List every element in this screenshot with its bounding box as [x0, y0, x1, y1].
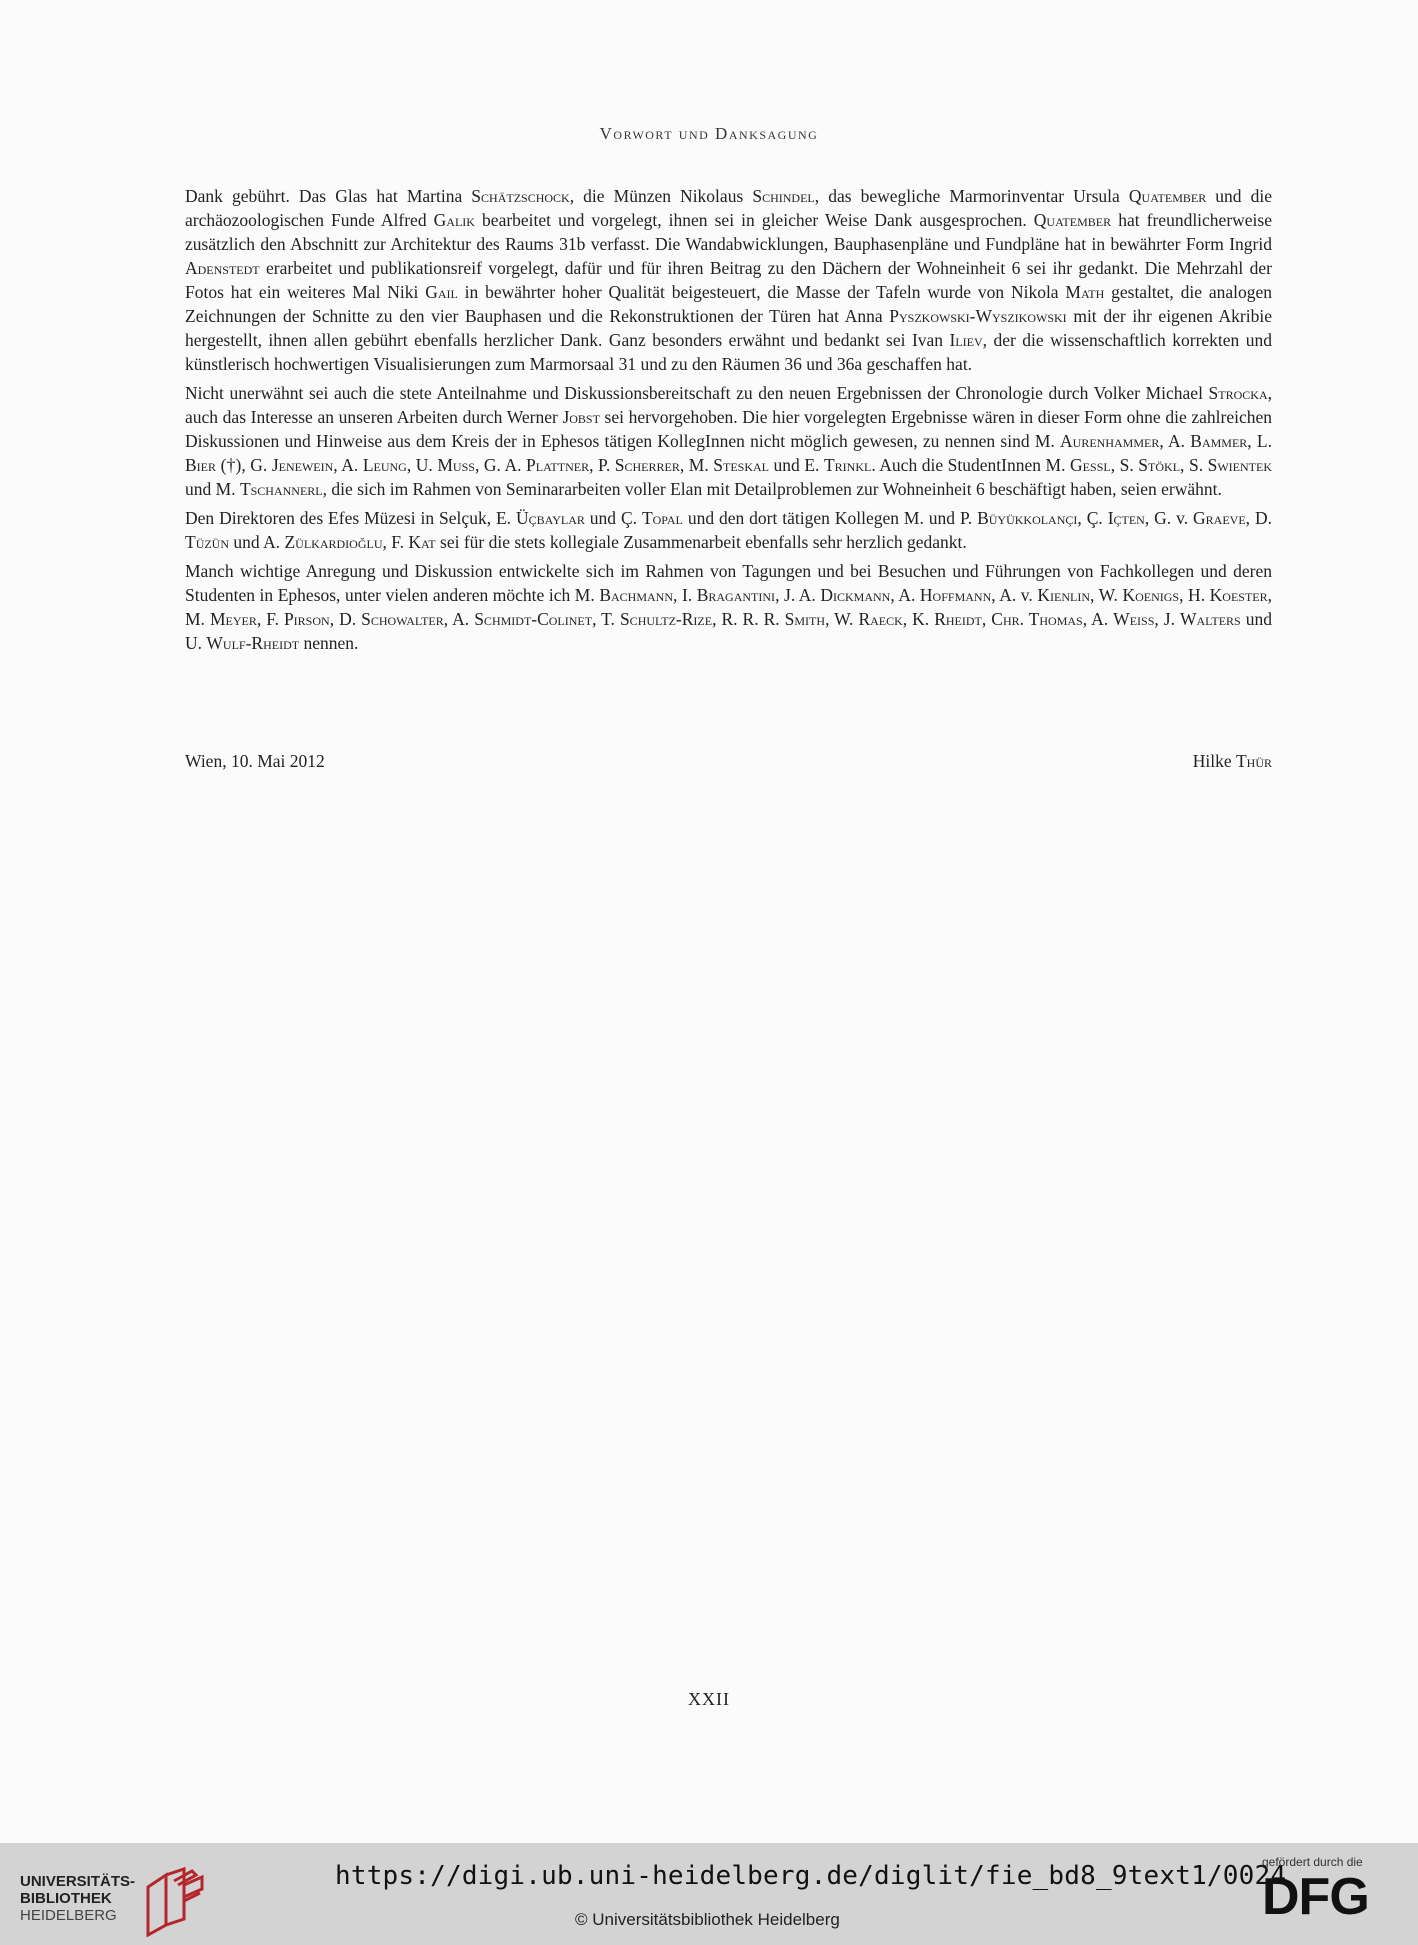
person-name: Stökl [1138, 455, 1181, 475]
text-run: , M. [679, 455, 714, 475]
text-run: und Ç. [584, 508, 642, 528]
person-name: Koenigs [1122, 585, 1180, 605]
text-run: , R. R. R. [712, 609, 785, 629]
paragraph [185, 506, 1272, 554]
author-family-name: Thür [1235, 751, 1272, 771]
person-name: Swientek [1207, 455, 1273, 475]
library-book-icon [140, 1865, 210, 1937]
person-name: Weiss [1113, 609, 1155, 629]
person-name: Jobst [562, 407, 600, 427]
person-name: Walters [1179, 609, 1241, 629]
person-name: Graeve [1193, 508, 1246, 528]
text-run: , J. A. [775, 585, 821, 605]
text-run: , der die wissenschaftlich korrekten und künstlerisch hochwertigen Visualisierungen zum Marmorsaal 31 und zu den Räumen 36 und 36a geschaffen hat. [185, 330, 1272, 374]
person-name: Hoffmann [919, 585, 992, 605]
text-run: , die Münzen Nikolaus [569, 186, 753, 206]
footer-bar [0, 1843, 1418, 1945]
text-run: und U. [185, 609, 1272, 653]
person-name: Galik [433, 210, 475, 230]
text-run: , Ç. [1077, 508, 1108, 528]
signature-place-date: Wien, 10. Mai 2012 [185, 751, 325, 771]
person-name: Steskal [713, 455, 769, 475]
person-name: Dickmann [820, 585, 891, 605]
person-name: Schmidt-Colinet [474, 609, 593, 629]
text-run: , M. [185, 585, 1272, 629]
text-run: , U. [406, 455, 438, 475]
person-name: Raeck [858, 609, 903, 629]
person-name: Gail [425, 282, 458, 302]
text-run: gestaltet, die analogen Zeichnungen der Schnitte zu den vier Bauphasen und die Rekonstruktionen der Türen hat Anna [185, 282, 1272, 326]
page-number: XXII [688, 1689, 730, 1709]
text-run: hat freundlicherweise zusätzlich den Abschnitt zur Architektur des Raums 31b verfasst. Die Wandabwicklungen, Bauphasenpläne und Fundpläne hat in bewährter Form Ingrid [185, 210, 1272, 254]
person-name: Schindel [752, 186, 815, 206]
document-url-link[interactable]: https://digi.ub.uni-heidelberg.de/diglit/fie_bd8_9text1/0024 [335, 1861, 1287, 1891]
person-name: Büyükkolançi [977, 508, 1078, 528]
person-name: Tüzün [185, 532, 230, 552]
text-run: , A. [1082, 609, 1114, 629]
person-name: Aurenhammer [1060, 431, 1160, 451]
library-logo[interactable] [20, 1865, 210, 1937]
paragraph [185, 559, 1272, 655]
person-name: Trinkl [823, 455, 872, 475]
text-run: sei hervorgehoben. Die hier vorgelegten Ergebnisse wären in dieser Form ohne die zahlreichen Diskussionen und Hinweise aus dem Kreis der in Ephesos tätigen KollegInnen nicht möglich gewesen, zu nennen sind M. [185, 407, 1272, 451]
text-run: , D. [329, 609, 362, 629]
text-run: , S. [1110, 455, 1139, 475]
text-run: Den Direktoren des Efes Müzesi in Selçuk, E. [185, 508, 516, 528]
person-name: Kat [408, 532, 436, 552]
text-run: mit der ihr eigenen Akribie hergestellt, ihnen allen gebührt ebenfalls herzlicher Dank. Ganz besonders erwähnt und bedankt sei Ivan [185, 306, 1272, 350]
text-run: und A. [229, 532, 285, 552]
person-name: Math [1065, 282, 1105, 302]
person-name: Smith [784, 609, 826, 629]
person-name: Üçbaylar [515, 508, 585, 528]
copyright-notice: © Universitätsbibliothek Heidelberg [575, 1910, 840, 1929]
person-name: Kienlin [1037, 585, 1090, 605]
person-name: Tschannerl [239, 479, 323, 499]
person-name: Plattner [526, 455, 590, 475]
text-run: , W. [1089, 585, 1123, 605]
text-run: , G. v. [1144, 508, 1194, 528]
paragraph [185, 184, 1272, 376]
library-name-line3: HEIDELBERG [20, 1907, 117, 1924]
text-run: und die archäozoologischen Funde Alfred [185, 186, 1272, 230]
person-name: Quatember [1033, 210, 1112, 230]
person-name: Pirson [283, 609, 330, 629]
text-run: (†), G. [216, 455, 272, 475]
text-run: , F. [382, 532, 409, 552]
text-run: , auch das Interesse an unseren Arbeiten durch Werner [185, 383, 1272, 427]
person-name: Schowalter [361, 609, 444, 629]
text-run: , J. [1154, 609, 1180, 629]
person-name: Meyer [209, 609, 257, 629]
paragraph [185, 381, 1272, 501]
person-name: Wulf-Rheidt [206, 633, 300, 653]
person-name: Schultz-Rize [619, 609, 713, 629]
funding-caption: gefördert durch die [1262, 1855, 1363, 1869]
person-name: Jenewein [271, 455, 334, 475]
text-run: sei für die stets kollegiale Zusammenarbeit ebenfalls sehr herzlich gedankt. [435, 532, 967, 552]
author-given-name: Hilke [1192, 751, 1236, 771]
text-run: , S. [1180, 455, 1208, 475]
body-text [185, 184, 1272, 660]
text-run: und M. [185, 479, 240, 499]
text-run: , T. [592, 609, 620, 629]
library-name-line1: UNIVERSITÄTS- [20, 1873, 136, 1890]
person-name: Gessl [1070, 455, 1111, 475]
text-run: , P. [589, 455, 615, 475]
signature-author [1193, 751, 1272, 772]
library-name-line2: BIBLIOTHEK [20, 1890, 112, 1907]
person-name: Bammer [1190, 431, 1248, 451]
text-run: Nicht unerwähnt sei auch die stete Anteilnahme und Diskussionsbereitschaft zu den neuen Ergebnissen der Chronologie durch Volker Michael [185, 383, 1209, 403]
person-name: Quatember [1128, 186, 1207, 206]
text-run: und den dort tätigen Kollegen M. und P. [682, 508, 978, 528]
text-run: , W. [825, 609, 859, 629]
person-name: Koester [1209, 585, 1268, 605]
text-run: in bewährter hoher Qualität beigesteuert, die Masse der Tafeln wurde von Nikola [457, 282, 1066, 302]
person-name: Bier [185, 455, 217, 475]
person-name: Schätzschock [471, 186, 570, 206]
text-run: , A. v. [991, 585, 1038, 605]
text-run: , F. [256, 609, 284, 629]
text-run: , A. [1159, 431, 1191, 451]
text-run: , A. [333, 455, 363, 475]
library-logo-text [20, 1873, 135, 1924]
person-name: Zülkardioğlu [284, 532, 383, 552]
text-run: , A. [443, 609, 475, 629]
text-run: , das bewegliche Marmorinventar Ursula [814, 186, 1129, 206]
person-name: Strocka [1208, 383, 1268, 403]
person-name: Leung [362, 455, 407, 475]
text-run: , K. [902, 609, 935, 629]
person-name: Muss [437, 455, 475, 475]
dfg-logo[interactable] [1262, 1855, 1402, 1935]
text-run: , L. [1247, 431, 1272, 451]
person-name: Içten [1107, 508, 1145, 528]
text-run: erarbeitet und publikationsreif vorgelegt, dafür und für ihren Beitrag zu den Dächern der Wohneinheit 6 sei ihr gedankt. Die Mehrzahl der Fotos hat ein weiteres Mal Niki [185, 258, 1272, 302]
person-name: Bragantini [696, 585, 776, 605]
text-run: Dank gebührt. Das Glas hat Martina [185, 186, 472, 206]
person-name: Iliev [949, 330, 983, 350]
text-run: . Auch die StudentInnen M. [871, 455, 1071, 475]
person-name: Bachmann [599, 585, 673, 605]
person-name: Pyszkowski-Wyszikowski [889, 306, 1067, 326]
text-run: und E. [768, 455, 824, 475]
text-run: bearbeitet und vorgelegt, ihnen sei in gleicher Weise Dank ausgesprochen. [474, 210, 1034, 230]
text-run: , H. [1179, 585, 1210, 605]
person-name: Scherrer [614, 455, 680, 475]
running-title: Vorwort und Danksagung [599, 124, 819, 143]
text-run: , die sich im Rahmen von Seminararbeiten voller Elan mit Detailproblemen zur Wohneinheit 6 beschäftigt haben, seien erwähnt. [322, 479, 1222, 499]
person-name: Topal [641, 508, 683, 528]
text-run: , D. [1245, 508, 1272, 528]
person-name: Chr. Thomas [991, 609, 1083, 629]
text-run: , A. [890, 585, 920, 605]
person-name: Adenstedt [185, 258, 260, 278]
text-run: Manch wichtige Anregung und Diskussion entwickelte sich im Rahmen von Tagungen und bei Besuchen und Führungen von Fachkollegen und deren Studenten in Ephesos, unter vielen anderen möchte ich M. [185, 561, 1272, 605]
text-run: , G. A. [474, 455, 527, 475]
text-run: , I. [673, 585, 697, 605]
text-run: nennen. [299, 633, 359, 653]
text-run: , [981, 609, 992, 629]
dfg-wordmark: DFG [1262, 1868, 1369, 1926]
person-name: Rheidt [934, 609, 982, 629]
